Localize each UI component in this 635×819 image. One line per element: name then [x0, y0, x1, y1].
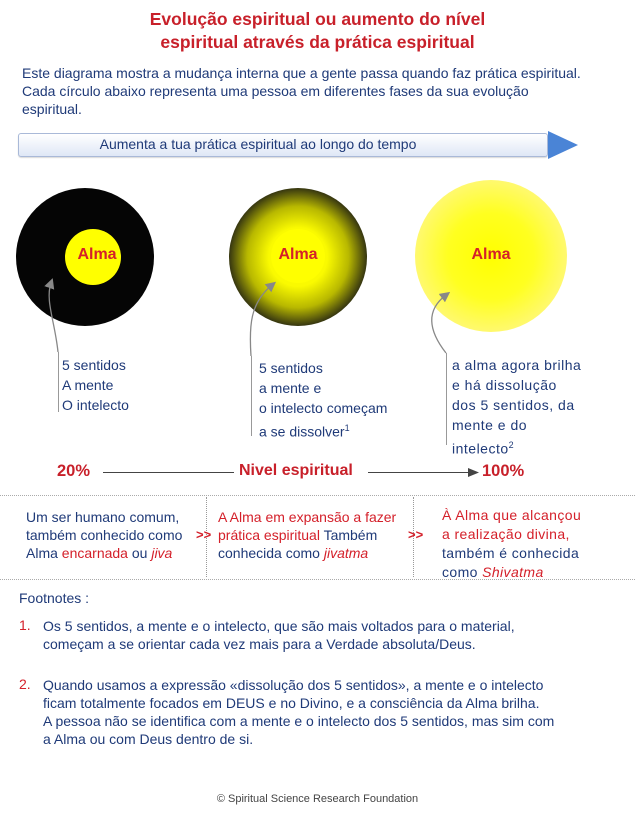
stage-3-line: a alma agora brilha — [452, 357, 582, 373]
desc-term: jivatma — [323, 545, 369, 561]
footnote-number: 2. — [19, 676, 31, 692]
divider — [0, 495, 635, 496]
desc-term: Shivatma — [482, 564, 544, 580]
footnote-line: ficam totalmente focados em DEUS e no Divino, e a consciência da Alma brilha. — [43, 695, 540, 711]
divider — [0, 579, 635, 580]
stage-2-bracket — [251, 356, 252, 436]
practice-banner-label: Aumenta a tua prática espiritual ao longo do tempo — [99, 136, 417, 152]
level-start: 20% — [57, 462, 91, 480]
stage-3-line-text: intelecto — [452, 440, 509, 457]
footnote-line: Quando usamos a expressão «dissolução dos 5 sentidos», a mente e o intelecto — [43, 677, 544, 693]
desc-line: Um ser humano comum, — [26, 509, 180, 525]
pointer-arrow-3 — [432, 295, 446, 353]
chevron-right-icon: >> — [196, 527, 212, 542]
soul-label-stage-1: Alma — [77, 246, 117, 263]
stage-2-line-text: a se dissolver — [259, 423, 345, 440]
desc-line — [26, 544, 206, 562]
footnote-ref-2: 2 — [508, 440, 515, 450]
desc-line: a realização divina, — [442, 526, 570, 542]
stage-3-bracket — [446, 353, 447, 445]
stage-1-line: O intelecto — [62, 397, 129, 413]
stage-2-line: a mente e — [259, 380, 322, 396]
stage-2-line: o intelecto começam — [259, 400, 388, 416]
stage-3-description — [442, 506, 622, 582]
desc-line — [218, 526, 418, 544]
soul-label-stage-2: Alma — [278, 246, 318, 263]
stage-3-line — [452, 435, 581, 459]
desc-text: Também — [319, 527, 378, 543]
stage-2-description — [218, 508, 418, 562]
stage-3-line: mente e do — [452, 417, 528, 433]
title-line-2: espiritual através da prática espiritual — [160, 32, 475, 52]
title-line-1: Evolução espiritual ou aumento do nível — [149, 9, 486, 29]
stage-2-line: 5 sentidos — [259, 360, 323, 376]
stage-2-line — [259, 418, 387, 442]
footnote-ref-1: 1 — [344, 423, 350, 433]
soul-label-stage-3: Alma — [471, 246, 511, 263]
copyright-footer: © Spiritual Science Research Foundation — [216, 793, 419, 805]
desc-line: À Alma que alcançou — [442, 507, 582, 523]
intro-line-1: Este diagrama mostra a mudança interna que a gente passa quando faz prática espiritual. — [22, 65, 581, 81]
level-label: Nivel espiritual — [239, 462, 353, 479]
footnote-line: A pessoa não se identifica com a mente e o intelecto dos 5 sentidos, mas sim com — [43, 713, 555, 729]
pointer-arrow-2 — [250, 285, 272, 356]
stage-2-text — [259, 358, 387, 442]
footnote-line: Os 5 sentidos, a mente e o intelecto, que são mais voltados para o material, — [43, 618, 515, 634]
footnote-number: 1. — [19, 617, 31, 633]
intro-line-2: Cada círculo abaixo representa uma pessoa em diferentes fases da sua evolução — [22, 83, 529, 99]
footnote-2 — [43, 676, 633, 748]
desc-text: como — [442, 564, 483, 580]
arrow-right-icon — [468, 467, 480, 478]
footnotes-heading: Footnotes : — [19, 590, 90, 606]
stage-3-text — [452, 355, 581, 459]
desc-line: A Alma em expansão a fazer — [218, 509, 397, 525]
level-line-left — [103, 472, 234, 473]
footnote-line: começam a se orientar cada vez mais para a Verdade absoluta/Deus. — [43, 636, 476, 652]
stage-3-line: e há dissolução — [452, 377, 557, 393]
intro-line-3: espiritual. — [22, 101, 82, 117]
desc-highlight: prática espiritual — [218, 527, 320, 543]
footnote-1 — [43, 617, 633, 653]
desc-line — [218, 544, 418, 562]
desc-text: ou — [127, 545, 152, 561]
stage-1-line: 5 sentidos — [62, 357, 126, 373]
desc-term: jiva — [151, 545, 173, 561]
stage-1-bracket — [58, 352, 59, 412]
desc-line: também é conhecida — [442, 545, 580, 561]
pointer-arrow-1 — [49, 283, 58, 352]
stage-3-line: dos 5 sentidos, da — [452, 397, 575, 413]
stage-1-description — [26, 508, 206, 562]
level-end: 100% — [482, 462, 525, 480]
desc-text: Alma — [26, 545, 62, 561]
desc-line: também conhecido como — [26, 527, 183, 543]
stage-1-line: A mente — [62, 377, 114, 393]
chevron-right-icon: >> — [408, 527, 424, 542]
desc-highlight: encarnada — [61, 545, 128, 561]
stage-1-text — [62, 355, 129, 415]
footnote-line: a Alma ou com Deus dentro de si. — [43, 731, 254, 747]
desc-text: conhecida como — [218, 545, 324, 561]
level-line-right — [368, 472, 472, 473]
